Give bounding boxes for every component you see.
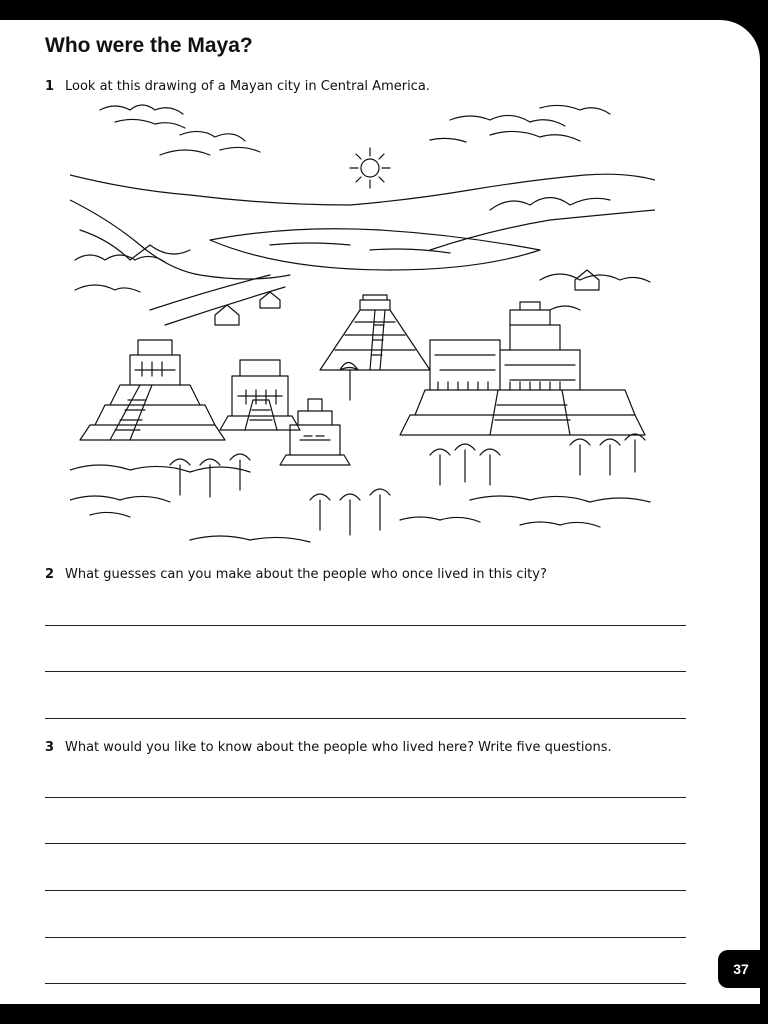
question-number: 2 <box>45 567 55 582</box>
page-frame-top <box>0 0 768 20</box>
question-number: 1 <box>45 79 55 94</box>
answer-line[interactable] <box>45 890 686 891</box>
question-text: What guesses can you make about the people who once lived in this city? <box>65 567 547 582</box>
answer-line[interactable] <box>45 937 686 938</box>
page-title: Who were the Maya? <box>45 34 253 57</box>
answer-line[interactable] <box>45 625 686 626</box>
mayan-city-drawing <box>70 100 655 555</box>
page-frame-bottom <box>0 1004 768 1024</box>
question-text: What would you like to know about the people who lived here? Write five questions. <box>65 740 612 755</box>
question-number: 3 <box>45 740 55 755</box>
chapter-tab: 3 The Maya <box>739 815 756 899</box>
page-number: 37 <box>718 950 764 988</box>
question-1 <box>45 79 430 94</box>
answer-line[interactable] <box>45 983 686 984</box>
answer-line[interactable] <box>45 671 686 672</box>
answer-line[interactable] <box>45 718 686 719</box>
question-text: Look at this drawing of a Mayan city in Central America. <box>65 79 430 94</box>
answer-line[interactable] <box>45 797 686 798</box>
question-3 <box>45 740 612 755</box>
answer-line[interactable] <box>45 843 686 844</box>
question-2 <box>45 567 547 582</box>
